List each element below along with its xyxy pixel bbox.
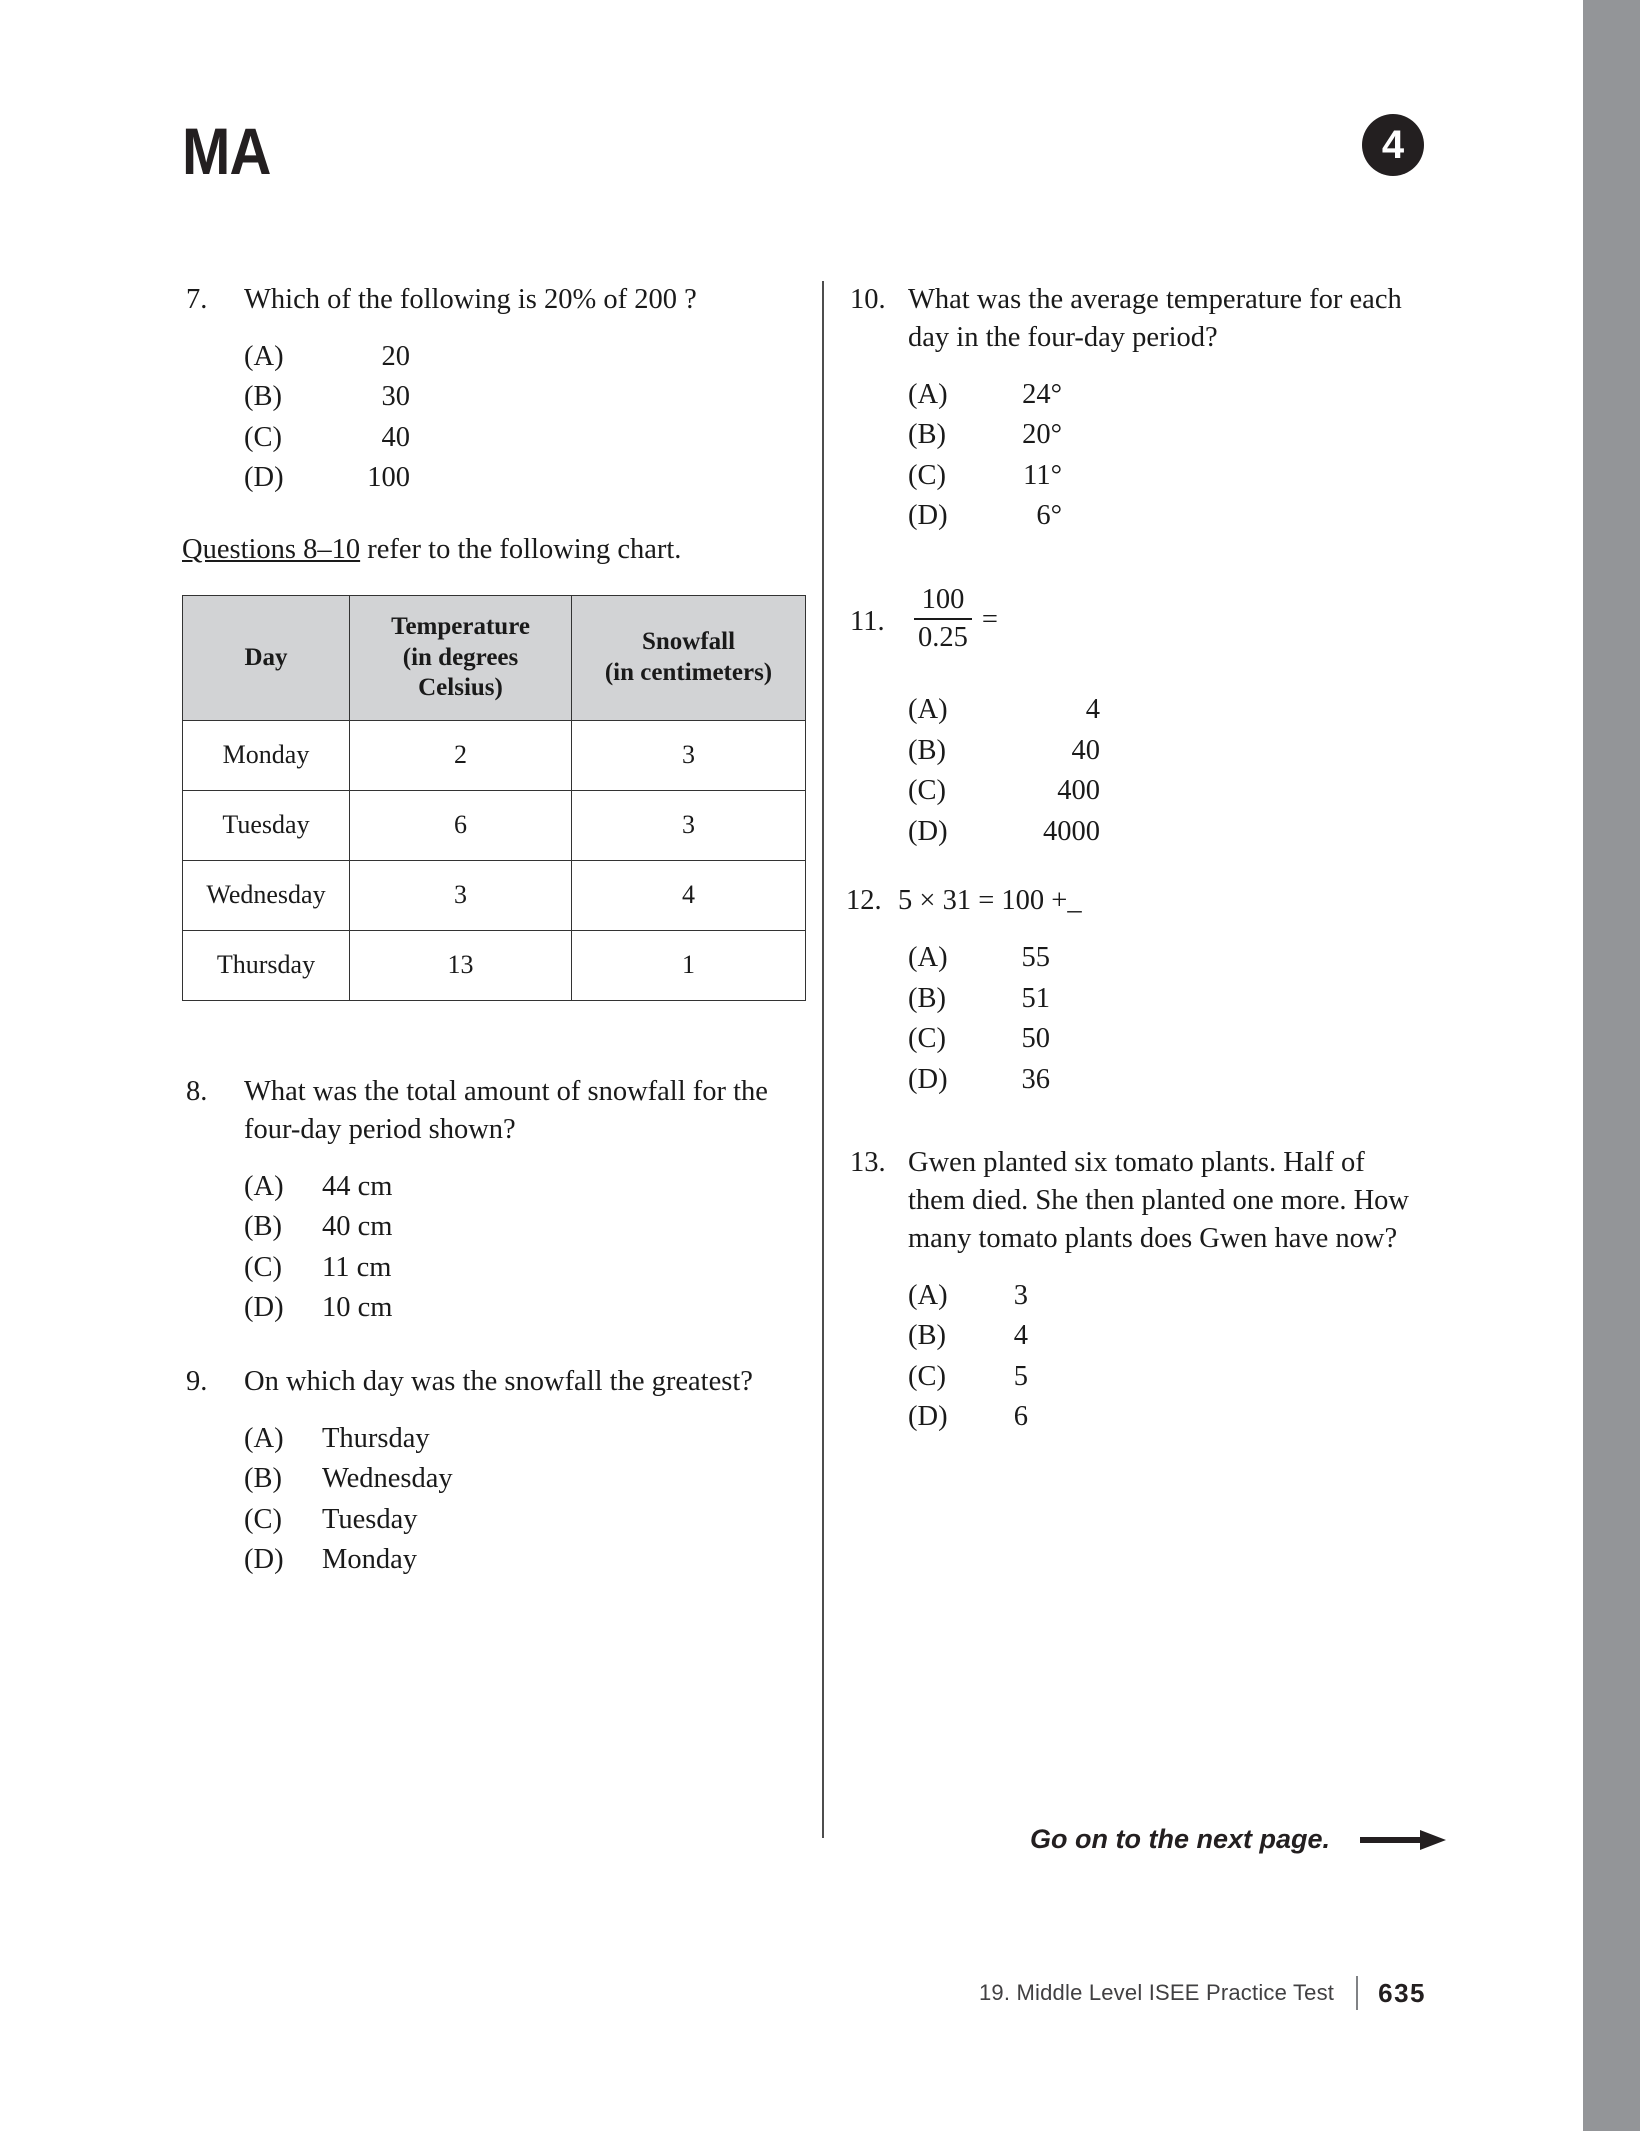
table-header-row bbox=[183, 595, 806, 720]
question-11 bbox=[846, 583, 1426, 847]
option-row[interactable] bbox=[908, 459, 1426, 491]
question-9-header bbox=[182, 1363, 802, 1401]
header-line-2: (in degrees bbox=[402, 643, 519, 671]
question-10-number: 10. bbox=[850, 284, 886, 315]
option-row[interactable] bbox=[244, 1422, 802, 1454]
cell-temperature: 6 bbox=[350, 790, 572, 860]
option-value: Wednesday bbox=[322, 1463, 453, 1495]
question-8-text: What was the total amount of snowfall for the four-day period shown? bbox=[244, 1075, 768, 1145]
question-8-number: 8. bbox=[186, 1075, 208, 1107]
option-row[interactable] bbox=[908, 378, 1426, 410]
option-row[interactable] bbox=[908, 1025, 1426, 1054]
option-letter: (A) bbox=[244, 340, 284, 372]
option-row[interactable] bbox=[244, 1294, 802, 1323]
option-value: 30 bbox=[381, 381, 410, 413]
table-row bbox=[183, 860, 806, 930]
question-11-number: 11. bbox=[850, 605, 885, 637]
option-row[interactable] bbox=[908, 502, 1426, 531]
left-column bbox=[182, 281, 802, 1587]
fraction-denominator: 0.25 bbox=[918, 621, 968, 653]
question-8 bbox=[182, 1073, 802, 1323]
option-value: 55 bbox=[1021, 942, 1050, 974]
question-13-number: 13. bbox=[850, 1147, 886, 1179]
option-letter: (D) bbox=[908, 500, 948, 532]
chart-reference-questions-range: Questions 8–10 bbox=[182, 533, 361, 565]
right-column bbox=[846, 281, 1426, 1444]
option-value: 44 cm bbox=[322, 1170, 393, 1202]
option-row[interactable] bbox=[908, 1322, 1426, 1351]
page-number: 635 bbox=[1378, 1977, 1426, 2008]
option-letter: (A) bbox=[908, 378, 948, 410]
option-letter: (A) bbox=[244, 1170, 284, 1202]
chart-reference-note bbox=[182, 531, 802, 568]
chart-reference-rest: refer to the following chart. bbox=[360, 533, 682, 565]
question-7-options bbox=[182, 340, 802, 494]
option-value: 40 cm bbox=[322, 1211, 393, 1243]
question-12-header bbox=[846, 882, 1426, 920]
page-header bbox=[182, 114, 1424, 198]
option-letter: (A) bbox=[908, 1279, 948, 1311]
option-row[interactable] bbox=[908, 982, 1426, 1014]
option-value: 11 cm bbox=[322, 1251, 392, 1283]
header-line-1: Snowfall bbox=[641, 628, 736, 656]
option-row[interactable] bbox=[908, 421, 1426, 450]
section-code-title: MA bbox=[182, 114, 271, 188]
option-value: 36 bbox=[1021, 1063, 1050, 1095]
cell-snowfall: 1 bbox=[572, 930, 806, 1000]
question-8-options bbox=[182, 1170, 802, 1324]
header-line-2: (in centimeters) bbox=[604, 658, 773, 686]
option-row[interactable] bbox=[244, 421, 802, 453]
option-row[interactable] bbox=[908, 1063, 1426, 1095]
cell-temperature: 2 bbox=[350, 720, 572, 790]
question-13-text: Gwen planted six tomato plants. Half of them died. She then planted one more. How many tomato plants does Gwen have now? bbox=[908, 1147, 1410, 1254]
cell-day: Thursday bbox=[183, 930, 350, 1000]
page-edge-bleed-bar bbox=[1583, 0, 1640, 2131]
option-letter: (D) bbox=[908, 1401, 948, 1433]
option-letter: (A) bbox=[244, 1422, 284, 1454]
page-footer bbox=[0, 1976, 1426, 2010]
option-value: 20 bbox=[381, 340, 410, 372]
weather-data-table bbox=[182, 595, 806, 1001]
question-11-expression bbox=[908, 583, 1426, 657]
cell-day: Monday bbox=[183, 720, 350, 790]
option-letter: (B) bbox=[908, 1320, 946, 1352]
question-12-number: 12. bbox=[846, 885, 882, 917]
option-value: 4000 bbox=[1043, 815, 1100, 847]
option-letter: (D) bbox=[908, 815, 948, 847]
fraction bbox=[914, 585, 972, 655]
fraction-bar bbox=[914, 618, 972, 620]
cell-snowfall: 3 bbox=[572, 720, 806, 790]
section-number-badge: 4 bbox=[1362, 114, 1424, 176]
option-letter: (C) bbox=[908, 1360, 946, 1392]
question-10-header bbox=[846, 281, 1426, 357]
option-letter: (B) bbox=[244, 381, 282, 413]
weather-data-table-wrapper bbox=[182, 595, 802, 1001]
option-row[interactable] bbox=[908, 696, 1426, 725]
option-letter: (D) bbox=[244, 1292, 284, 1324]
question-10 bbox=[846, 281, 1426, 531]
header-line-1: Temperature bbox=[391, 613, 530, 641]
header-line-1: Day bbox=[244, 643, 288, 671]
cell-snowfall: 4 bbox=[572, 860, 806, 930]
option-value: 6° bbox=[1036, 500, 1062, 532]
option-value: 4 bbox=[1013, 1320, 1028, 1352]
option-value: 40 bbox=[1071, 734, 1100, 766]
question-9-number: 9. bbox=[186, 1365, 208, 1397]
option-value: 11° bbox=[1023, 459, 1062, 491]
option-value: 4 bbox=[1085, 694, 1100, 726]
option-row[interactable] bbox=[244, 340, 802, 372]
question-9-options bbox=[182, 1422, 802, 1576]
option-row[interactable] bbox=[244, 1170, 802, 1202]
option-letter: (B) bbox=[244, 1463, 282, 1495]
option-letter: (C) bbox=[244, 1251, 282, 1283]
option-row[interactable] bbox=[244, 1546, 802, 1575]
option-letter: (D) bbox=[244, 1544, 284, 1576]
table-row bbox=[183, 790, 806, 860]
option-row[interactable] bbox=[908, 1360, 1426, 1392]
question-12-text: 5 × 31 = 100 +_ bbox=[898, 885, 1082, 917]
option-value: 50 bbox=[1021, 1023, 1050, 1055]
arrow-right-icon bbox=[1360, 1830, 1446, 1850]
question-7 bbox=[182, 281, 802, 493]
table-header-temperature bbox=[350, 595, 572, 720]
option-letter: (B) bbox=[908, 419, 946, 451]
fraction-numerator: 100 bbox=[921, 583, 965, 615]
question-12-options bbox=[846, 944, 1426, 1094]
option-value: 6 bbox=[1013, 1401, 1028, 1433]
question-10-options bbox=[846, 378, 1426, 532]
option-value: 40 bbox=[381, 421, 410, 453]
option-value: 20° bbox=[1022, 419, 1062, 451]
option-value: 10 cm bbox=[322, 1292, 393, 1324]
option-letter: (C) bbox=[908, 459, 946, 491]
question-8-header bbox=[182, 1073, 802, 1149]
option-letter: (C) bbox=[908, 1023, 946, 1055]
option-letter: (D) bbox=[908, 1063, 948, 1095]
table-header-snowfall bbox=[572, 595, 806, 720]
option-value: Monday bbox=[322, 1544, 417, 1576]
option-letter: (A) bbox=[908, 694, 948, 726]
question-13 bbox=[846, 1144, 1426, 1432]
question-7-header bbox=[182, 281, 802, 319]
option-value: 5 bbox=[1013, 1360, 1028, 1392]
table-header-day bbox=[183, 595, 350, 720]
question-11-options bbox=[846, 696, 1426, 846]
option-letter: (C) bbox=[244, 1503, 282, 1535]
option-row[interactable] bbox=[908, 777, 1426, 806]
option-row[interactable] bbox=[244, 1503, 802, 1535]
option-value: 51 bbox=[1021, 982, 1050, 1014]
option-row[interactable] bbox=[244, 1465, 802, 1494]
question-9 bbox=[182, 1363, 802, 1575]
footer-divider bbox=[1356, 1976, 1358, 2010]
option-row[interactable] bbox=[244, 464, 802, 493]
arrow-shaft bbox=[1360, 1837, 1422, 1843]
arrow-head bbox=[1420, 1830, 1446, 1850]
cell-day: Tuesday bbox=[183, 790, 350, 860]
option-value: 24° bbox=[1022, 378, 1062, 410]
question-10-text: What was the average temperature for each day in the four-day period? bbox=[908, 284, 1402, 353]
option-value: Thursday bbox=[322, 1422, 430, 1454]
option-value: 3 bbox=[1013, 1279, 1028, 1311]
option-row[interactable] bbox=[244, 1213, 802, 1242]
column-divider-rule bbox=[822, 281, 824, 1838]
option-letter: (B) bbox=[908, 734, 946, 766]
option-row[interactable] bbox=[244, 1251, 802, 1283]
cell-temperature: 3 bbox=[350, 860, 572, 930]
option-letter: (C) bbox=[908, 775, 946, 807]
table-row bbox=[183, 930, 806, 1000]
option-letter: (D) bbox=[244, 462, 284, 494]
option-row[interactable] bbox=[244, 383, 802, 412]
question-13-options bbox=[846, 1279, 1426, 1433]
option-row[interactable] bbox=[908, 815, 1426, 847]
question-13-header bbox=[846, 1144, 1426, 1258]
running-head-label: 19. Middle Level ISEE Practice Test bbox=[979, 1980, 1335, 2005]
option-value: Tuesday bbox=[322, 1503, 418, 1535]
table-row bbox=[183, 720, 806, 790]
header-line-3: Celsius) bbox=[418, 674, 503, 702]
question-11-header bbox=[846, 583, 1426, 657]
option-letter: (B) bbox=[908, 982, 946, 1014]
cell-temperature: 13 bbox=[350, 930, 572, 1000]
option-row[interactable] bbox=[908, 734, 1426, 766]
option-value: 400 bbox=[1057, 775, 1100, 807]
go-on-next-page-note bbox=[1030, 1824, 1446, 1855]
option-row[interactable] bbox=[908, 944, 1426, 973]
question-12 bbox=[846, 882, 1426, 1094]
question-9-text: On which day was the snowfall the greatest? bbox=[244, 1365, 753, 1397]
equals-sign: = bbox=[981, 604, 998, 636]
go-on-label: Go on to the next page. bbox=[1030, 1824, 1331, 1854]
option-row[interactable] bbox=[908, 1279, 1426, 1311]
cell-snowfall: 3 bbox=[572, 790, 806, 860]
question-7-number: 7. bbox=[186, 284, 208, 315]
question-7-text: Which of the following is 20% of 200 ? bbox=[244, 284, 697, 315]
cell-day: Wednesday bbox=[183, 860, 350, 930]
option-letter: (C) bbox=[244, 421, 282, 453]
option-row[interactable] bbox=[908, 1403, 1426, 1432]
option-letter: (A) bbox=[908, 942, 948, 974]
option-letter: (B) bbox=[244, 1211, 282, 1243]
option-value: 100 bbox=[367, 462, 410, 494]
